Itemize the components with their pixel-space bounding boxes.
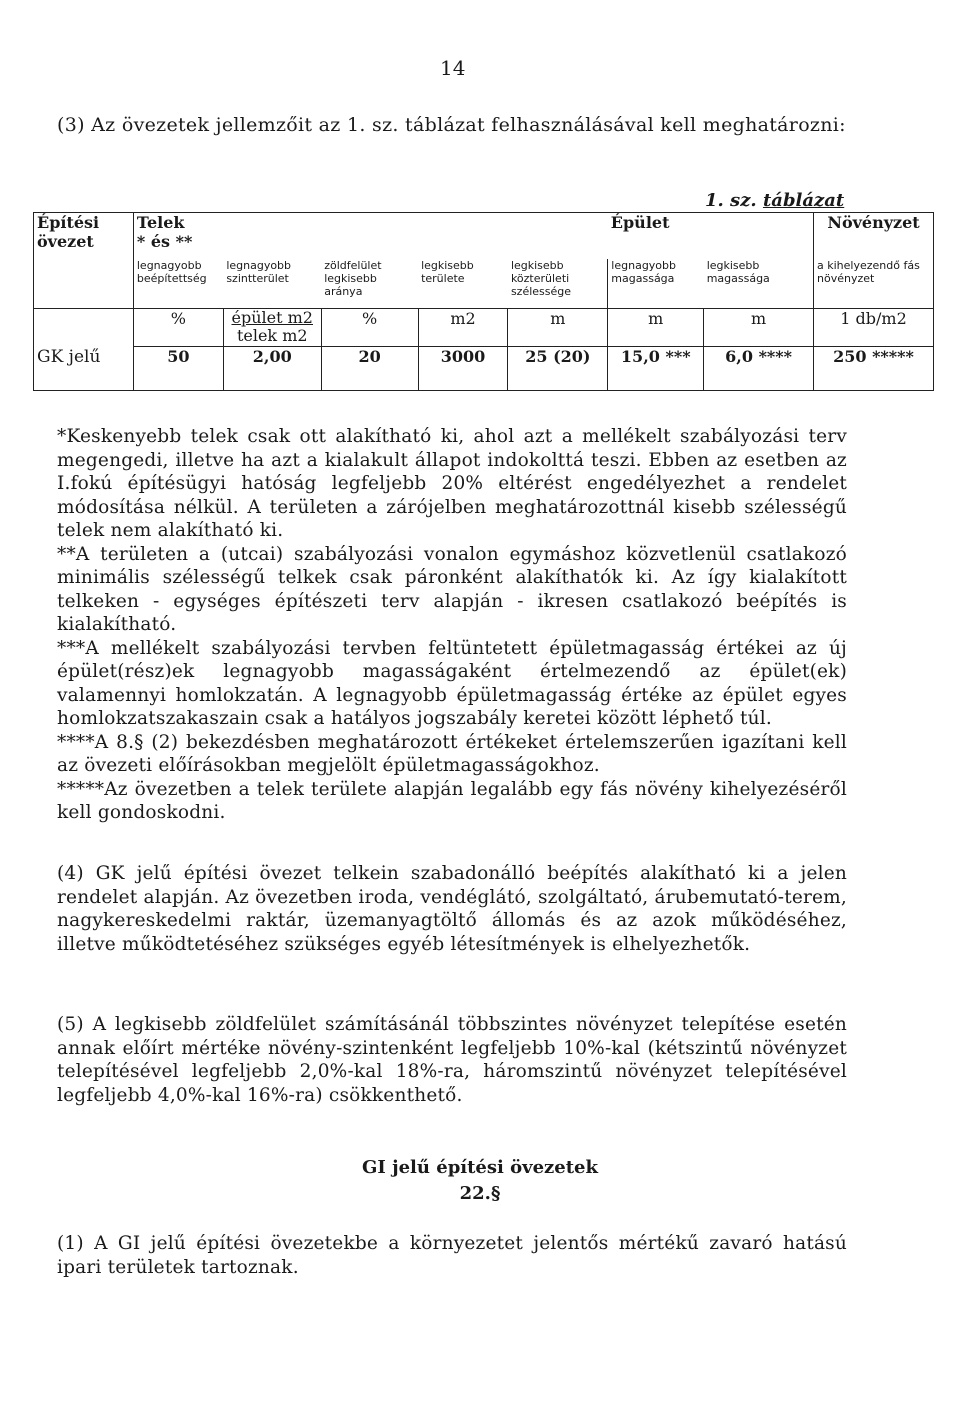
value-min-area: 3000	[418, 347, 508, 391]
value-trees: 250 *****	[814, 347, 934, 391]
page-number: 14	[440, 56, 466, 80]
header-max-height: legnagyobb magassága	[608, 259, 704, 309]
header-max-coverage: legnagyobb beépítettség	[133, 259, 223, 309]
table-caption-word: táblázat	[762, 190, 845, 211]
zone-empty-cell	[34, 309, 134, 347]
footnote-5: *****Az övezetben a telek területe alapján legalább egy fás növény kihelyezéséről kell gondoskodni.	[57, 778, 847, 823]
unit-floor-area	[223, 309, 321, 347]
zone-parameters-table	[33, 212, 934, 391]
value-max-coverage: 50	[133, 347, 223, 391]
unit-green-ratio: %	[321, 309, 418, 347]
paragraph-5-text: (5) A legkisebb zöldfelület számításánál többszintes növényzet telepítése esetén annak előírt mértéke növény-szintenként legfeljebb 10%-kal (kétszintű növényzet telepítésével legfeljebb 2,0%-kal 18%-ra, háromszintű növényzet telepítésével legfeljebb 4,0%-kal 16%-ra) csökkenthető.	[57, 1014, 847, 1106]
value-floor-area: 2,00	[223, 347, 321, 391]
unit-max-coverage: %	[133, 309, 223, 347]
building-group-header: Épület	[608, 213, 814, 259]
header-min-width: legkisebb közterületi szélessége	[508, 259, 608, 309]
paragraph-gi-1-text: (1) A GI jelű építési övezetekbe a környezetet jelentős mértékű zavaró hatású ipari területek tartoznak.	[57, 1233, 847, 1278]
footnote-4: ****A 8.§ (2) bekezdésben meghatározott értékeket értelemszerűen igazítani kell az övezeti előírásokban megjelölt épületmagasságokhoz.	[57, 731, 847, 776]
value-min-height: 6,0 ****	[704, 347, 814, 391]
footnote-1: *Keskenyebb telek csak ott alakítható ki, ahol azt a mellékelt szabályozási terv megengedi, illetve ha azt a kialakult állapot indokolttá teszi. Ebben az esetben az I.fokú építésügyi hatóság legfeljebb 20% eltérést engedélyezhet a rendelet módosítása nélkül. A területen a zárójelben meghatározottnál kisebb szélességű telek nem alakítható ki.	[57, 426, 847, 541]
unit-min-area: m2	[418, 309, 508, 347]
paragraph-4	[57, 862, 847, 956]
plot-group-title: Telek	[136, 213, 185, 232]
header-min-green-ratio: zöldfelület legkisebb aránya	[321, 259, 418, 309]
unit-max-height: m	[608, 309, 704, 347]
section-title: GI jelű építési övezetek	[362, 1157, 598, 1178]
plot-group-header	[133, 213, 607, 259]
header-trees: a kihelyezendő fás növényzet	[814, 259, 934, 309]
section-number: 22.§	[459, 1183, 501, 1204]
paragraph-5	[57, 1013, 847, 1107]
unit-min-height: m	[704, 309, 814, 347]
value-green-ratio: 20	[321, 347, 418, 391]
header-min-height: legkisebb magassága	[704, 259, 814, 309]
zone-column-header: Építési övezet	[34, 213, 134, 309]
table-caption-prefix: 1. sz.	[705, 190, 757, 211]
unit-trees: 1 db/m2	[814, 309, 934, 347]
plants-group-header: Növényzet	[814, 213, 934, 259]
value-max-height: 15,0 ***	[608, 347, 704, 391]
unit-floor-area-denominator: telek m2	[236, 326, 308, 345]
unit-floor-area-numerator: épület m2	[231, 308, 313, 327]
footnote-3: ***A mellékelt szabályozási tervben feltüntetett épületmagasság értékei az új épület(rész)ek legnagyobb magasságaként értelmezendő az épület(ek) valamennyi homlokzatán. A legnagyobb épületmagasság értéke az épület egyes homlokzatszakaszain csak a hatályos jogszabály keretei között léphető túl.	[57, 637, 847, 729]
paragraph-gi-1	[57, 1232, 847, 1279]
intro-paragraph: (3) Az övezetek jellemzőit az 1. sz. táblázat felhasználásával kell meghatározni:	[57, 114, 846, 136]
footnotes	[57, 425, 847, 825]
paragraph-4-text: (4) GK jelű építési övezet telkein szabadonálló beépítés alakítható ki a jelen rendelet alapján. Az övezetben iroda, vendéglátó, szolgáltató, árubemutató-terem, nagykereskedelmi raktár, üzemanyagtöltő állomás és az azok működéséhez, illetve működtetéséhez szükséges egyéb létesítmények is elhelyezhetők.	[57, 863, 847, 955]
footnote-2: **A területen a (utcai) szabályozási vonalon egymáshoz közvetlenül csatlakozó minimális szélességű telkek csak páronként alakíthatók ki. Az így kialakított telkeken - egységes építészeti terv alapján - ikresen csatlakozó beépítés is kialakítható.	[57, 543, 847, 635]
row-label-gk: GK jelű	[34, 347, 134, 391]
unit-min-width: m	[508, 309, 608, 347]
value-min-width: 25 (20)	[508, 347, 608, 391]
plot-group-note: * és **	[136, 232, 193, 251]
header-min-area: legkisebb területe	[418, 259, 508, 309]
table-caption	[705, 190, 844, 211]
header-max-floor-area: legnagyobb szintterület	[223, 259, 321, 309]
